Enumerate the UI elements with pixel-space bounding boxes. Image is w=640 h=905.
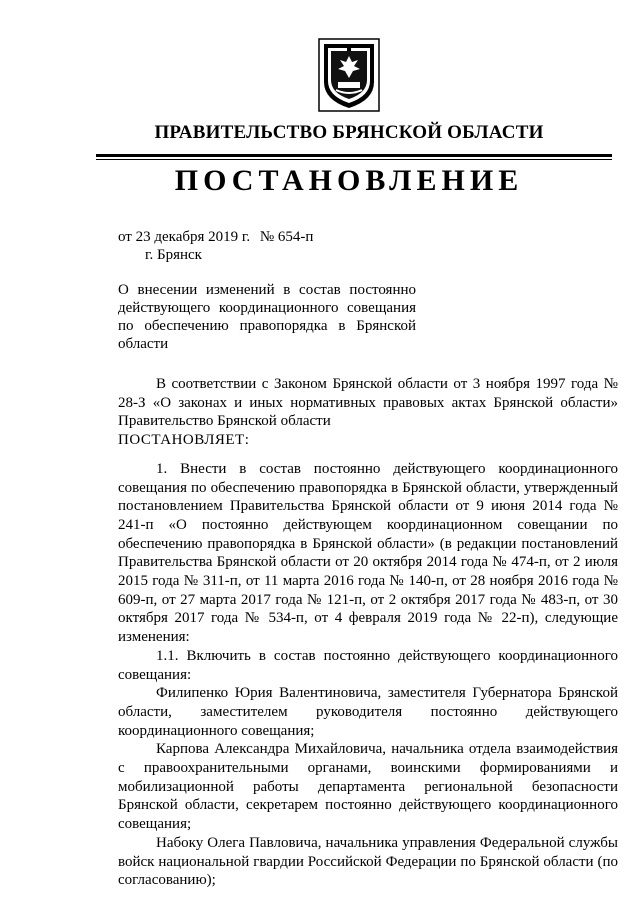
person-naboka-paragraph: Набоку Олега Павловича, начальника управления Федеральной службы войск национальной гвардии Российской Федерации по Брянской области (по согласованию); (118, 834, 618, 889)
coat-of-arms-icon (318, 38, 380, 112)
document-body (118, 375, 618, 890)
document-subject: О внесении изменений в состав постоянно действующего координационного совещания по обеспечению правопорядка в Брянской области (118, 282, 416, 352)
document-date: от 23 декабря 2019 г. (118, 229, 251, 245)
preamble-paragraph: В соответствии с Законом Брянской области от 3 ноября 1997 года № 28-З «О законах и иных нормативных правовых актах Брянской области» Правительство Брянской области (118, 376, 618, 430)
header-divider-thick (96, 154, 612, 157)
document-type: ПОСТАНОВЛЕНИЕ (174, 164, 524, 197)
document-date-number (118, 229, 319, 246)
person-filipenko-paragraph: Филипенко Юрия Валентиновича, заместителя Губернатора Брянской области, заместителем руководителя постоянно действующего координационного совещания; (118, 685, 618, 739)
decree-word: ПОСТАНОВЛЯЕТ: (118, 432, 250, 449)
government-name: ПРАВИТЕЛЬСТВО БРЯНСКОЙ ОБЛАСТИ (154, 122, 544, 143)
document-number: № 654-п (259, 229, 314, 245)
item-1-1-paragraph: 1.1. Включить в состав постоянно действующего координационного совещания: (118, 647, 618, 683)
item-1-paragraph: 1. Внести в состав постоянно действующего координационного совещания по обеспечению правопорядка в Брянской области, утвержденный постановлением Правительства Брянской области от 9 июня 2014 года № 241-п «О постоянно действующем координационном совещании по обеспечению правопорядка в Брянской области» (в редакции постановлений Правительства Брянской области от 20 октября 2014 года № 474-п, от 2 июля 2015 года № 311-п, от 11 марта 2016 года № 140-п, от 28 ноября 2016 года № 609-п, от 27 марта 2017 года № 121-п, от 2 октября 2017 года № 483-п, от 30 октября 2017 года № 534-п, от 4 февраля 2019 года № 22-п), следующие изменения: (118, 460, 618, 646)
document-city: г. Брянск (145, 247, 202, 263)
header-divider-thin (96, 159, 612, 160)
person-karpov-paragraph: Карпова Александра Михайловича, начальника отдела взаимодействия с правоохранительными органами, воинскими формированиями и мобилизационной работы департамента региональной безопасности Брянской области, секретарем постоянно действующего координационного совещания; (118, 741, 618, 833)
